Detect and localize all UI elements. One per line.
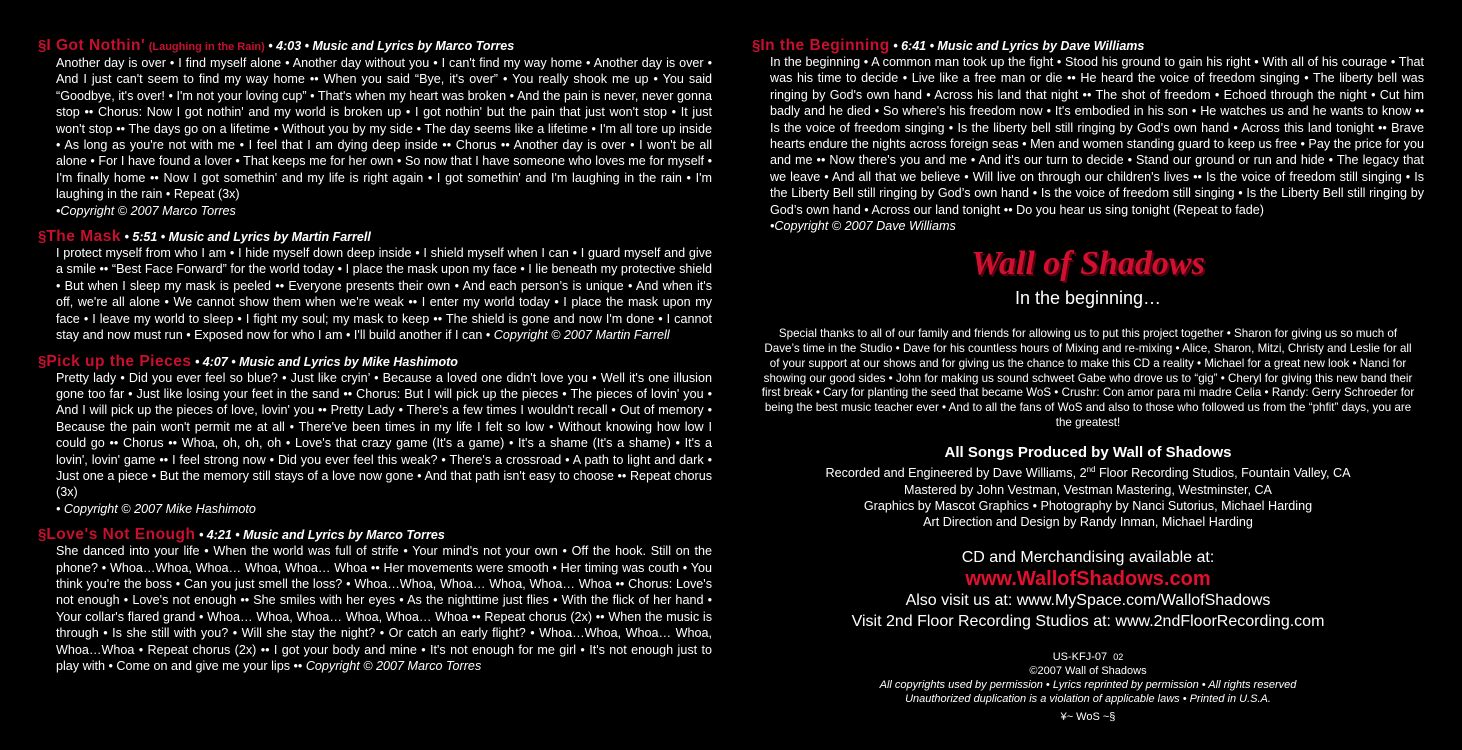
recorded-credit: [752, 462, 1424, 481]
song-heading: [38, 38, 712, 55]
catalog-code: US-KFJ-07: [1052, 650, 1108, 663]
song-heading: [38, 354, 712, 370]
merch-intro: CD and Merchandising available at:: [961, 548, 1215, 566]
graphics-credit: Graphics by Mascot Graphics • Photography by Nanci Sutorius, Michael Harding: [863, 499, 1313, 514]
song-title: In the Beginning: [760, 37, 890, 54]
section-mark: §: [38, 37, 47, 54]
left-column: [38, 38, 712, 684]
song-subtitle: (Laughing in the Rain): [148, 41, 265, 53]
lyrics-text: In the beginning • A common man took up the fight • Stood his ground to gain his right • With all of his courage • That was his time to decide • Live like a free man or die •• He heard the voice of freedom singing • The liberty bell was ringing by God's own hand • Across his land that night •• The shot of freedom • Echoed through the night • Cut him badly and he died • So where's his freedom now • It's embodied in his son • He watches us and he wants to know •• Is the voice of freedom singing • Is the liberty bell still ringing by God's own hand • Across this land tonight •• Brave hearts endure the nights across foreign seas • Men and women standing guard to keep us free • Pay the price for you and me •• Now there's you and me • And it's our turn to decide • Stand our ground or run and hide • The legacy that we leave • And all that we believe • Will live on through our children's lives •• Is the voice of freedom still singing • Is the Liberty Bell still ringing by God’s own hand • Is the voice of freedom still singing • Is the Liberty Bell still ringing by God’s own hand • Across our land tonight •• Do you hear us sing tonight (Repeat to fade): [770, 55, 1424, 217]
website-link[interactable]: www.WallofShadows.com: [965, 567, 1211, 590]
right-column: [752, 38, 1424, 724]
song-meta: • 4:21 • Music and Lyrics by Marco Torres: [198, 528, 445, 543]
studio-link[interactable]: Visit 2nd Floor Recording Studios at: www.2ndFloorRecording.com: [851, 612, 1325, 630]
ordinal-suffix: nd: [1086, 465, 1096, 475]
song-meta: • 4:03 • Music and Lyrics by Marco Torres: [268, 39, 515, 53]
lyrics-text: I protect myself from who I am • I hide myself down deep inside • I shield myself when I can • I guard myself and give a smile •• “Best Face Forward” for the world today • I place the mask upon my face • I lie beneath my protective shield • But when I sleep my mask is peeled •• Everyone presents their own • And each person’s is unique • And when it's off, we're all alone • We cannot show them when we're weak •• I enter my world today • I place the mask upon my face • I leave my world to sleep • I fight my soul; my mask to keep •• The shield is gone and now I'm done • I cannot stay and now must run • Exposed now for who I am • I'll build another if I can •: [56, 246, 712, 343]
art-credit: Art Direction and Design by Randy Inman, Michael Harding: [923, 515, 1253, 530]
lyrics-text: Another day is over • I find myself alone • Another day without you • I can't find my way home • Another day is over • And I just can't seem to find my way home •• When you said “Bye, it's over” • You really shook me up • You said “Goodbye, it's over! • I'm not your loving cup” • That's when my heart was broken • And the pain is never, never gonna stop •• Chorus: Now I got nothin' and my world is broken up • I got nothin' but the pain that just won't stop • It just won't stop •• The days go on a lifetime • Without you by my side • The day seems like a lifetime • I'm all tore up inside • As long as you're not with me • I feel that I am dying deep inside •• Chorus •• Another day is over • I won't be all alone • For I have found a lover • That keeps me for her own • So now that I have someone who loves me for myself • I'm finally home •• Now I got somethin' and my life is right again • I got somethin' and I'm laughing in the rain • I'm laughing in the rain • Repeat (3x): [56, 56, 712, 202]
song-copyright: •Copyright © 2007 Marco Torres: [56, 203, 236, 218]
song-title: Pick up the Pieces: [46, 352, 192, 370]
album-tagline: In the beginning…: [1014, 288, 1162, 309]
catalog-suffix: 02: [1113, 651, 1124, 662]
myspace-link[interactable]: Also visit us at: www.MySpace.com/WallofShadows: [905, 591, 1271, 609]
song-title: Love's Not Enough: [46, 526, 196, 544]
song-block-3: [38, 354, 712, 518]
song-heading: [752, 38, 1424, 54]
thanks-paragraph: Special thanks to all of our family and friends for allowing us to put this project together • Sharon for giving us so much of Dave’s time in the Studio • Dave for his countless hours of Mixing and re-mixing • Alice, Sharon, Mitzi, Christy and Leslie for all of your support at our shows and for giving us the chance to make this CD a reality • Michael for a great new look • Nanci for showing our good sides • John for making us sound schweet Gabe who drove us to “gig” • Cheryl for giving this new band their first break • Cary for planting the seed that became WoS • Crushr: Con amor para mi madre Celia • Randy: Gerry Schroeder for being the best music teacher ever • And to all the fans of WoS and also to those who followed us from the “phfit” days, you are the greatest!: [761, 327, 1415, 429]
song-meta: • 6:41 • Music and Lyrics by Dave Williams: [893, 39, 1145, 53]
song-copyright: •Copyright © 2007 Dave Williams: [770, 219, 956, 234]
song-meta: • 4:07 • Music and Lyrics by Mike Hashimoto: [194, 354, 458, 369]
section-mark: §: [38, 526, 47, 544]
song-copyright: • Copyright © 2007 Mike Hashimoto: [56, 501, 256, 516]
mastered-credit: Mastered by John Vestman, Vestman Mastering, Westminster, CA: [904, 482, 1272, 497]
song-title: I Got Nothin': [46, 37, 146, 54]
song-copyright: Copyright © 2007 Martin Farrell: [493, 328, 670, 343]
recorded-location: Floor Recording Studios, Fountain Valley, CA: [1095, 466, 1351, 481]
song-block-4: [38, 527, 712, 674]
permission-line: All copyrights used by permission • Lyrics reprinted by permission • All rights reserved: [879, 678, 1297, 691]
song-lyrics: [56, 543, 712, 674]
song-block-5: [752, 38, 1424, 234]
song-meta: • 5:51 • Music and Lyrics by Martin Farrell: [124, 230, 371, 245]
merch-info: [752, 547, 1424, 632]
song-lyrics: [56, 245, 712, 343]
lyrics-text: She danced into your life • When the world was full of strife • Your mind's not your own • Off the hook. Still on the phone? • Whoa…Whoa, Whoa… Whoa, Whoa… Whoa •• Her movements were smooth • Her timing was couth • You think you're the boss • Can you just smell the loss? • Whoa…Whoa, Whoa… Whoa, Whoa… Whoa •• Chorus: Love's not enough • Love's not enough •• She smiles with her eyes • As the nighttime just flies • With the flick of her hand • Your collar's flared grand • Whoa… Whoa, Whoa… Whoa, Whoa… Whoa •• Repeat chorus (2x) •• When the music is through • Is she still with you? • Will she stay the night? • Or catch an early flight? • Whoa…Whoa, Whoa… Whoa, Whoa…Whoa • Repeat chorus (2x) •• I got your body and mine • It's not enough for me girl • It's not enough just to play with • Come on and give me your lips ••: [56, 544, 712, 673]
production-credits: [752, 444, 1424, 530]
catalog-number: [752, 650, 1424, 664]
section-mark: §: [38, 352, 47, 370]
song-block-1: [38, 38, 712, 219]
song-block-2: [38, 229, 712, 343]
legal-warning: Unauthorized duplication is a violation of applicable laws • Printed in U.S.A.: [905, 692, 1271, 705]
band-logo: Wall of Shadows: [971, 245, 1205, 283]
band-signature: ¥~ WoS ~§: [1060, 710, 1116, 723]
song-copyright: Copyright © 2007 Marco Torres: [305, 659, 482, 673]
fine-print: [752, 650, 1424, 724]
recorded-text: Recorded and Engineered by Dave Williams, 2: [825, 466, 1087, 481]
section-mark: §: [752, 37, 761, 54]
song-lyrics: [770, 54, 1424, 234]
song-heading: [38, 527, 712, 543]
lyrics-text: Pretty lady • Did you ever feel so blue? • Just like cryin’ • Because a loved one didn't love you • Well it's one illusion gone too far • Just like losing your feet in the sand •• Chorus: But I will pick up the pieces • The pieces of lovin' you • And I will pick up the pieces of love, lovin' you •• Pretty Lady • There's a few times I wouldn't recall • Out of memory • Because the pain won't permit me at all • There've been times in my life I felt so low • Without knowing how low I could go •• Chorus •• Whoa, oh, oh, oh • Love's that crazy game (It's a game) • It's a shame (It's a shame) • It's a lovin', lovin' game •• I feel strong now • Did you ever feel this weak? • There's a crossroad • A path to light and dark • Just one a piece • But the memory still stays of a love now gone • And that path isn't easy to choose •• Repeat chorus (3x): [56, 370, 712, 500]
song-title: The Mask: [46, 228, 121, 246]
song-lyrics: [56, 55, 712, 219]
copyright-line: ©2007 Wall of Shadows: [1029, 664, 1147, 677]
song-heading: [38, 229, 712, 245]
section-mark: §: [38, 228, 47, 246]
produced-by: All Songs Produced by Wall of Shadows: [944, 444, 1232, 462]
song-lyrics: [56, 370, 712, 518]
